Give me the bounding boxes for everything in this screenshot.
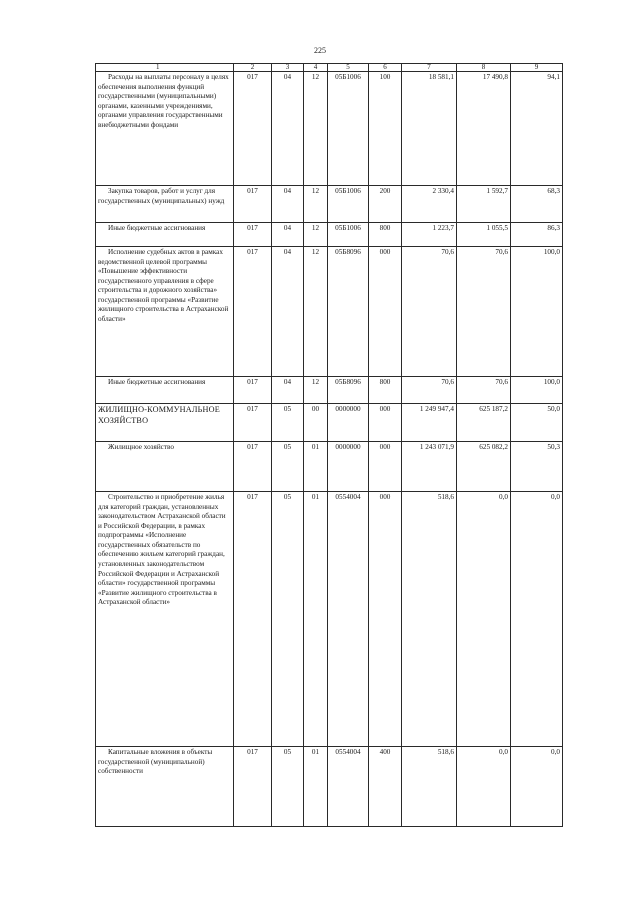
column-number: 8	[457, 64, 511, 72]
cell-subsection: 12	[304, 377, 328, 404]
row-name: Капитальные вложения в объекты государственной (муниципальной) собственности	[96, 747, 234, 827]
row-name: Закупка товаров, работ и услуг для государственных (муниципальных) нужд	[96, 186, 234, 223]
column-number: 2	[234, 64, 272, 72]
cell-expense-type: 200	[369, 186, 402, 223]
table-row	[96, 186, 563, 223]
cell-percent: 100,0	[511, 247, 563, 377]
cell-actual: 625 187,2	[457, 404, 511, 442]
cell-ministry: 017	[234, 492, 272, 747]
row-name: Иные бюджетные ассигнования	[96, 223, 234, 247]
cell-subsection: 12	[304, 223, 328, 247]
cell-actual: 70,6	[457, 247, 511, 377]
cell-ministry: 017	[234, 442, 272, 492]
cell-actual: 70,6	[457, 377, 511, 404]
page-number: 225	[314, 46, 326, 55]
cell-section: 04	[272, 223, 304, 247]
column-number: 1	[96, 64, 234, 72]
cell-plan: 1 223,7	[402, 223, 457, 247]
cell-plan: 1 243 071,9	[402, 442, 457, 492]
row-name: Расходы на выплаты персоналу в целях обеспечения выполнения функций государственными (муниципальными) органами, казенными учреждениями, органами управления государственными внебюджетными фондами	[96, 72, 234, 186]
cell-target-article: 0554004	[328, 747, 369, 827]
cell-section: 04	[272, 247, 304, 377]
cell-actual: 17 490,8	[457, 72, 511, 186]
cell-actual: 1 055,5	[457, 223, 511, 247]
cell-subsection: 01	[304, 492, 328, 747]
cell-section: 04	[272, 186, 304, 223]
cell-target-article: 05Б8096	[328, 377, 369, 404]
row-name: Жилищное хозяйство	[96, 442, 234, 492]
cell-expense-type: 000	[369, 247, 402, 377]
cell-actual: 1 592,7	[457, 186, 511, 223]
cell-expense-type: 000	[369, 442, 402, 492]
table-row	[96, 492, 563, 747]
cell-subsection: 01	[304, 442, 328, 492]
cell-percent: 0,0	[511, 747, 563, 827]
cell-expense-type: 800	[369, 223, 402, 247]
table-row	[96, 442, 563, 492]
cell-plan: 518,6	[402, 492, 457, 747]
table-row	[96, 404, 563, 442]
row-name: Иные бюджетные ассигнования	[96, 377, 234, 404]
cell-section: 04	[272, 72, 304, 186]
cell-percent: 94,1	[511, 72, 563, 186]
column-number-row	[96, 64, 563, 72]
cell-target-article: 05Б8096	[328, 247, 369, 377]
cell-actual: 0,0	[457, 747, 511, 827]
column-number: 9	[511, 64, 563, 72]
table-row	[96, 223, 563, 247]
cell-target-article: 0000000	[328, 404, 369, 442]
cell-expense-type: 800	[369, 377, 402, 404]
cell-ministry: 017	[234, 747, 272, 827]
row-name: Строительство и приобретение жилья для категорий граждан, установленных законодательством Астраханской области и Российской Федерации, в рамках подпрограммы «Исполнение государственных обязательств по обеспечению жильем категорий граждан, установленных законодательством Российской Федерации и Астраханской области» государственной программы «Развитие жилищного строительства в Астраханской области»	[96, 492, 234, 747]
cell-target-article: 0000000	[328, 442, 369, 492]
row-name: Исполнение судебных актов в рамках ведомственной целевой программы «Повышение эффективности государственного управления в сфере строительства и дорожного хозяйства» государственной программы «Развитие жилищного строительства в Астраханской области»	[96, 247, 234, 377]
table-row	[96, 747, 563, 827]
cell-ministry: 017	[234, 223, 272, 247]
table-row	[96, 247, 563, 377]
column-number: 5	[328, 64, 369, 72]
cell-subsection: 01	[304, 747, 328, 827]
cell-plan: 70,6	[402, 247, 457, 377]
cell-ministry: 017	[234, 377, 272, 404]
cell-expense-type: 100	[369, 72, 402, 186]
cell-plan: 1 249 947,4	[402, 404, 457, 442]
cell-plan: 518,6	[402, 747, 457, 827]
cell-percent: 50,3	[511, 442, 563, 492]
cell-ministry: 017	[234, 247, 272, 377]
cell-section: 05	[272, 404, 304, 442]
column-number: 4	[304, 64, 328, 72]
column-number: 7	[402, 64, 457, 72]
cell-ministry: 017	[234, 72, 272, 186]
cell-expense-type: 000	[369, 404, 402, 442]
cell-target-article: 05Б1006	[328, 186, 369, 223]
column-number: 3	[272, 64, 304, 72]
budget-table	[95, 63, 563, 827]
cell-plan: 18 581,1	[402, 72, 457, 186]
cell-section: 04	[272, 377, 304, 404]
cell-percent: 50,0	[511, 404, 563, 442]
cell-plan: 2 330,4	[402, 186, 457, 223]
cell-expense-type: 400	[369, 747, 402, 827]
cell-expense-type: 000	[369, 492, 402, 747]
cell-target-article: 0554004	[328, 492, 369, 747]
cell-actual: 0,0	[457, 492, 511, 747]
table-row	[96, 72, 563, 186]
cell-section: 05	[272, 442, 304, 492]
cell-section: 05	[272, 492, 304, 747]
table-row	[96, 377, 563, 404]
cell-target-article: 05Б1006	[328, 223, 369, 247]
cell-subsection: 12	[304, 247, 328, 377]
cell-section: 05	[272, 747, 304, 827]
cell-ministry: 017	[234, 404, 272, 442]
column-number: 6	[369, 64, 402, 72]
cell-subsection: 12	[304, 186, 328, 223]
cell-subsection: 00	[304, 404, 328, 442]
cell-target-article: 05Б1006	[328, 72, 369, 186]
cell-percent: 100,0	[511, 377, 563, 404]
row-name: ЖИЛИЩНО-КОММУНАЛЬНОЕ ХОЗЯЙСТВО	[96, 404, 234, 442]
cell-subsection: 12	[304, 72, 328, 186]
cell-plan: 70,6	[402, 377, 457, 404]
cell-actual: 625 082,2	[457, 442, 511, 492]
cell-ministry: 017	[234, 186, 272, 223]
cell-percent: 68,3	[511, 186, 563, 223]
cell-percent: 86,3	[511, 223, 563, 247]
cell-percent: 0,0	[511, 492, 563, 747]
